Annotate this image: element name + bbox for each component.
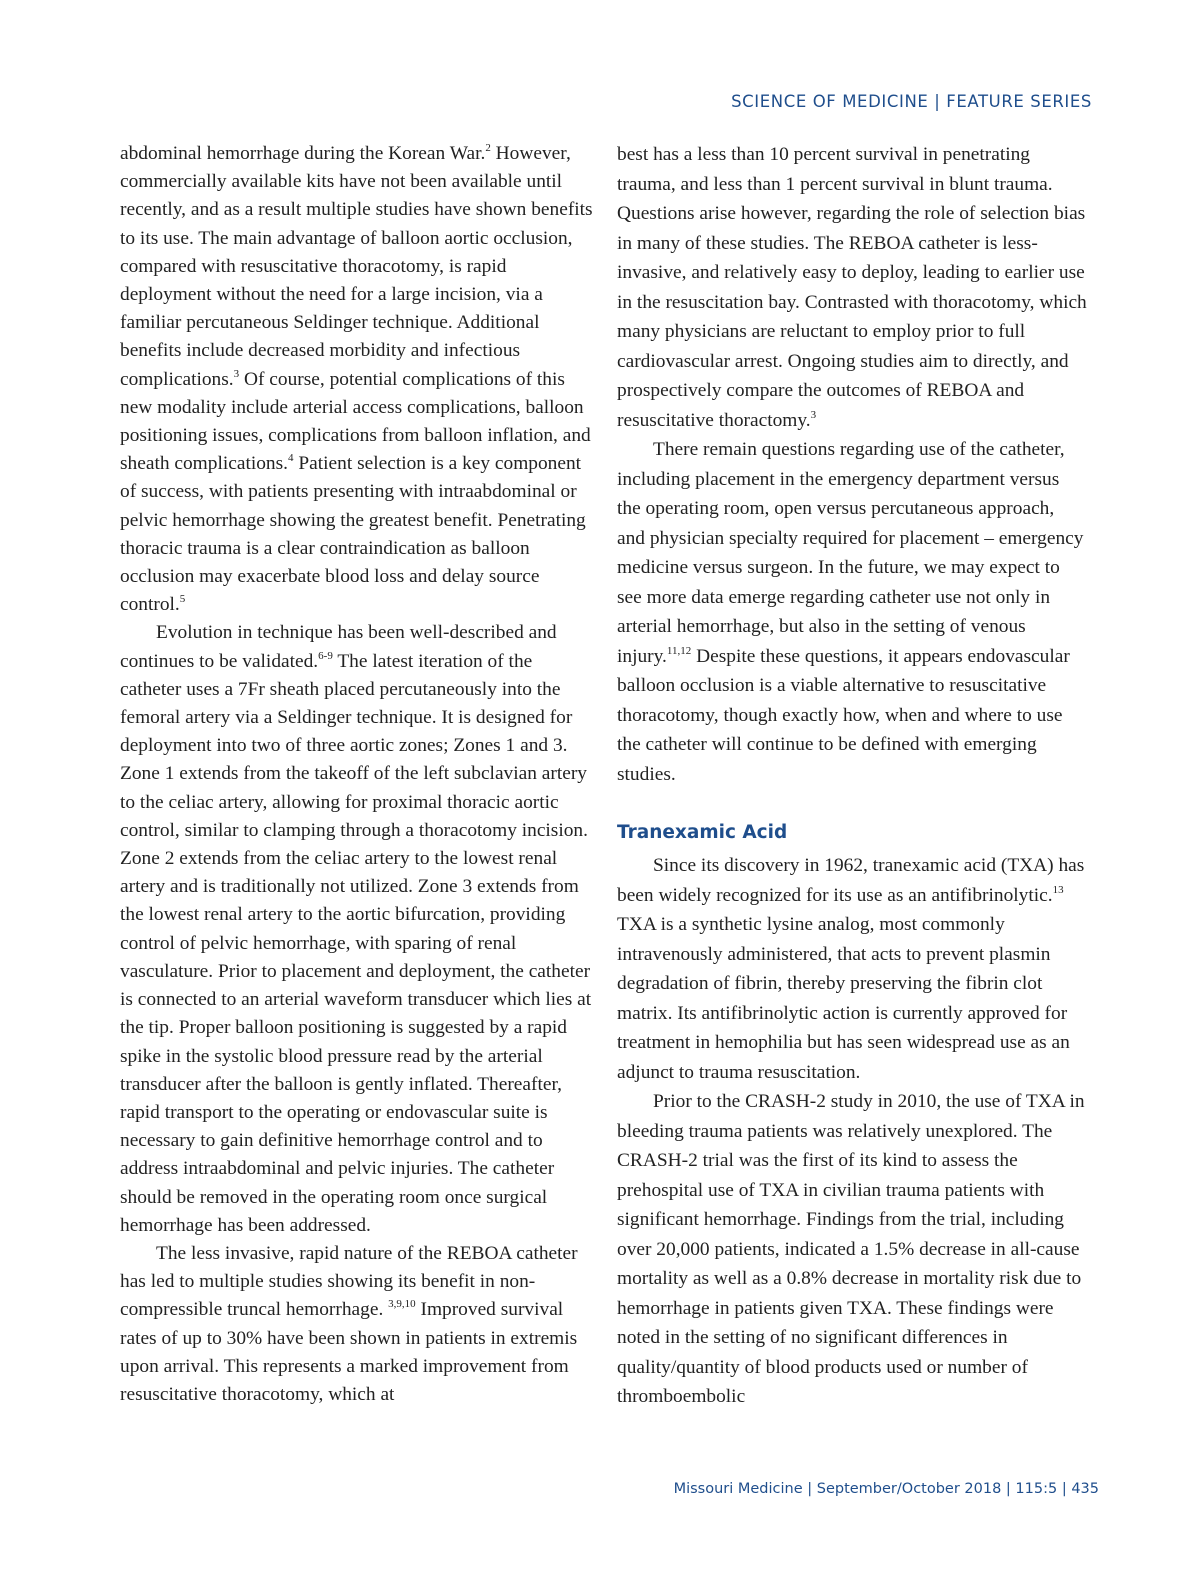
citation-ref: 3,9,10 <box>388 1298 416 1311</box>
paragraph-right-4 <box>617 1087 1087 1412</box>
paragraph-left-1 <box>120 140 598 619</box>
text-run: Improved survival rates of up to 30% have been shown in patients in extremis upon arrival. This represents a marked improvement from resuscitative thoracotomy, which at <box>120 1299 578 1405</box>
paragraph-left-2 <box>120 619 598 1239</box>
right-column <box>617 140 1087 1412</box>
text-run: However, commercially available kits have not been available until recently, and as a result multiple studies have shown benefits to its use. The main advantage of balloon aortic occlusion, compared with resuscitative thoracotomy, is rapid deployment without the need for a large incision, via a familiar percutaneous Seldinger technique. Additional benefits include decreased morbidity and infectious complications. <box>120 143 593 390</box>
citation-ref: 3 <box>810 408 817 421</box>
paragraph-right-3 <box>617 851 1087 1087</box>
section-heading-tranexamic-acid: Tranexamic Acid <box>617 822 788 843</box>
text-run: Evolution in technique has been well-described and continues to be validated. <box>120 622 557 672</box>
paragraph-right-2 <box>617 435 1087 789</box>
paragraph-right-1 <box>617 140 1087 435</box>
citation-ref: 2 <box>485 142 491 154</box>
running-head: SCIENCE OF MEDICINE | FEATURE SERIES <box>731 92 1092 111</box>
text-run: The latest iteration of the catheter uses a 7Fr sheath placed percutaneously into the femoral artery via a Seldinger technique. It is designed for deployment into two of three aortic zones; Zones 1 and 3. Zone 1 extends from the takeoff of the left subclavian artery to the celiac artery, allowing for proximal thoracic aortic control, similar to clamping through a thoracotomy incision. Zone 2 extends from the celiac artery to the lowest renal artery and is traditionally not utilized. Zone 3 extends from the lowest renal artery to the aortic bifurcation, providing control of pelvic hemorrhage, with sparing of renal vasculature. Prior to placement and deployment, the catheter is connected to an arterial waveform transducer which lies at the tip. Proper balloon positioning is suggested by a rapid spike in the systolic blood pressure read by the arterial transducer after the balloon is gently inflated. Thereafter, rapid transport to the operating or endovascular suite is necessary to gain definitive hemorrhage control and to address intraabdominal and pelvic injuries. The catheter should be removed in the operating room once surgical hemorrhage has been addressed. <box>120 650 592 1236</box>
citation-ref: 13 <box>1052 883 1064 896</box>
text-run: The less invasive, rapid nature of the REBOA catheter has led to multiple studies showing its benefit in non-compressible truncal hemorrhage. <box>120 1242 578 1321</box>
citation-ref: 11,12 <box>666 644 692 657</box>
page-footer: Missouri Medicine | September/October 2018 | 115:5 | 435 <box>673 1481 1099 1497</box>
text-run: Patient selection is a key component of success, with patients presenting with intraabdominal or pelvic hemorrhage showing the greatest benefit. Penetrating thoracic trauma is a clear contraindication as balloon occlusion may exacerbate blood loss and delay source control. <box>120 453 586 616</box>
citation-ref: 3 <box>233 367 240 380</box>
text-run: abdominal hemorrhage during the Korean War. <box>120 143 486 164</box>
citation-ref: 4 <box>288 452 294 465</box>
text-run: Prior to the CRASH-2 study in 2010, the use of TXA in bleeding trauma patients was relatively unexplored. The CRASH-2 trial was the first of its kind to assess the prehospital use of TXA in civilian trauma patients with significant hemorrhage. Findings from the trial, including over 20,000 patients, indicated a 1.5% decrease in all-cause mortality as well as a 0.8% decrease in mortality risk due to hemorrhage in patients given TXA. These findings were noted in the setting of no significant differences in quality/quantity of blood products used or number of thromboembolic <box>617 1091 1085 1407</box>
text-run: Despite these questions, it appears endovascular balloon occlusion is a viable alternative to resuscitative thoracotomy, though exactly how, when and where to use the catheter will continue to be defined with emerging studies. <box>617 645 1070 785</box>
paragraph-left-3 <box>120 1240 598 1409</box>
text-run: Of course, potential complications of this new modality include arterial access complications, balloon positioning issues, complications from balloon inflation, and sheath complications. <box>120 368 591 475</box>
text-run: Since its discovery in 1962, tranexamic acid (TXA) has been widely recognized for its use as an antifibrinolytic. <box>617 855 1085 906</box>
text-run: There remain questions regarding use of the catheter, including placement in the emergency department versus the operating room, open versus percutaneous approach, and physician specialty required for placement – emergency medicine versus surgeon. In the future, we may expect to see more data emerge regarding catheter use not only in arterial hemorrhage, but also in the setting of venous injury. <box>617 439 1084 667</box>
text-run: best has a less than 10 percent survival in penetrating trauma, and less than 1 percent survival in blunt trauma. Questions arise however, regarding the role of selection bias in many of these studies. The REBOA catheter is less-invasive, and relatively easy to deploy, leading to earlier use in the resuscitation bay. Contrasted with thoracotomy, which many physicians are reluctant to employ prior to full cardiovascular arrest. Ongoing studies aim to directly, and prospectively compare the outcomes of REBOA and resuscitative thoractomy. <box>617 144 1087 431</box>
text-run: TXA is a synthetic lysine analog, most commonly intravenously administered, that acts to prevent plasmin degradation of fibrin, thereby preserving the fibrin clot matrix. Its antifibrinolytic action is currently approved for treatment in hemophilia but has seen widespread use as an adjunct to trauma resuscitation. <box>617 914 1070 1083</box>
left-column <box>120 140 598 1409</box>
citation-ref: 5 <box>179 593 186 606</box>
citation-ref: 6-9 <box>318 649 333 662</box>
